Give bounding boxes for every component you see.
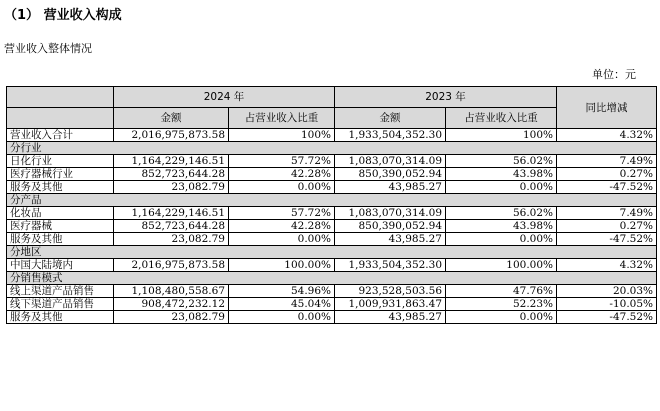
row-label: 服务及其他 — [7, 233, 114, 246]
row-label: 线上渠道产品销售 — [7, 285, 114, 298]
amount-2023: 923,528,503.56 — [335, 285, 446, 298]
table-row — [7, 311, 657, 324]
table-row — [7, 168, 657, 181]
amount-2023: 43,985.27 — [335, 311, 446, 324]
yoy-change: -10.05% — [557, 298, 657, 311]
amount-2024: 2,016,975,873.58 — [114, 129, 229, 142]
yoy-change: 7.49% — [557, 207, 657, 220]
amount-2024: 1,108,480,558.67 — [114, 285, 229, 298]
header-row-years — [7, 87, 657, 108]
table-row — [7, 181, 657, 194]
share-2023: 0.00% — [446, 181, 557, 194]
row-label: 营业收入合计 — [7, 129, 114, 142]
amount-2023: 850,390,052.94 — [335, 220, 446, 233]
row-label: 医疗器械 — [7, 220, 114, 233]
amount-2024: 852,723,644.28 — [114, 220, 229, 233]
amount-2024: 1,164,229,146.51 — [114, 155, 229, 168]
header-share-2024: 占营业收入比重 — [229, 108, 335, 129]
share-2023: 43.98% — [446, 220, 557, 233]
amount-2023: 1,933,504,352.30 — [335, 259, 446, 272]
row-label: 化妆品 — [7, 207, 114, 220]
table-row — [7, 233, 657, 246]
row-label: 中国大陆境内 — [7, 259, 114, 272]
header-share-2023: 占营业收入比重 — [446, 108, 557, 129]
yoy-change: -47.52% — [557, 181, 657, 194]
share-2024: 0.00% — [229, 233, 335, 246]
total-row — [7, 129, 657, 142]
row-label: 医疗器械行业 — [7, 168, 114, 181]
table-subtitle: 营业收入整体情况 — [4, 42, 92, 55]
amount-2024: 23,082.79 — [114, 233, 229, 246]
amount-2023: 1,083,070,314.09 — [335, 207, 446, 220]
yoy-change: 20.03% — [557, 285, 657, 298]
section-title: 分产品 — [7, 194, 657, 207]
section-title: 分地区 — [7, 246, 657, 259]
table-row — [7, 259, 657, 272]
share-2024: 42.28% — [229, 220, 335, 233]
amount-2024: 908,472,232.12 — [114, 298, 229, 311]
share-2023: 100.00% — [446, 259, 557, 272]
share-2024: 0.00% — [229, 181, 335, 194]
revenue-table — [6, 86, 657, 324]
section-header-row — [7, 142, 657, 155]
share-2024: 54.96% — [229, 285, 335, 298]
amount-2023: 43,985.27 — [335, 181, 446, 194]
header-year-2023: 2023 年 — [335, 87, 557, 108]
table-row — [7, 220, 657, 233]
share-2024: 45.04% — [229, 298, 335, 311]
share-2023: 100% — [446, 129, 557, 142]
yoy-change: -47.52% — [557, 233, 657, 246]
share-2023: 0.00% — [446, 233, 557, 246]
unit-label: 单位：元 — [592, 68, 636, 81]
share-2023: 56.02% — [446, 207, 557, 220]
header-year-2024: 2024 年 — [114, 87, 335, 108]
yoy-change: 0.27% — [557, 168, 657, 181]
header-blank-cell — [7, 108, 114, 129]
amount-2023: 1,083,070,314.09 — [335, 155, 446, 168]
share-2023: 52.23% — [446, 298, 557, 311]
row-label: 服务及其他 — [7, 181, 114, 194]
table-row — [7, 207, 657, 220]
amount-2024: 852,723,644.28 — [114, 168, 229, 181]
amount-2023: 43,985.27 — [335, 233, 446, 246]
header-amount-2024: 金额 — [114, 108, 229, 129]
amount-2023: 1,009,931,863.47 — [335, 298, 446, 311]
section-header-row — [7, 272, 657, 285]
table-row — [7, 298, 657, 311]
yoy-change: 7.49% — [557, 155, 657, 168]
share-2023: 47.76% — [446, 285, 557, 298]
share-2024: 100.00% — [229, 259, 335, 272]
header-amount-2023: 金额 — [335, 108, 446, 129]
header-blank-cell — [7, 87, 114, 108]
yoy-change: 0.27% — [557, 220, 657, 233]
section-header-row — [7, 194, 657, 207]
yoy-change: -47.52% — [557, 311, 657, 324]
share-2024: 0.00% — [229, 311, 335, 324]
table-row — [7, 285, 657, 298]
section-heading: （1） 营业收入构成 — [4, 8, 122, 23]
share-2024: 57.72% — [229, 155, 335, 168]
header-yoy: 同比增减 — [557, 87, 657, 129]
share-2024: 57.72% — [229, 207, 335, 220]
amount-2024: 2,016,975,873.58 — [114, 259, 229, 272]
yoy-change: 4.32% — [557, 259, 657, 272]
amount-2023: 1,933,504,352.30 — [335, 129, 446, 142]
row-label: 日化行业 — [7, 155, 114, 168]
section-title: 分行业 — [7, 142, 657, 155]
row-label: 服务及其他 — [7, 311, 114, 324]
row-label: 线下渠道产品销售 — [7, 298, 114, 311]
section-header-row — [7, 246, 657, 259]
amount-2024: 23,082.79 — [114, 311, 229, 324]
share-2024: 42.28% — [229, 168, 335, 181]
amount-2023: 850,390,052.94 — [335, 168, 446, 181]
amount-2024: 23,082.79 — [114, 181, 229, 194]
share-2023: 43.98% — [446, 168, 557, 181]
share-2024: 100% — [229, 129, 335, 142]
amount-2024: 1,164,229,146.51 — [114, 207, 229, 220]
table-row — [7, 155, 657, 168]
share-2023: 56.02% — [446, 155, 557, 168]
share-2023: 0.00% — [446, 311, 557, 324]
section-title: 分销售模式 — [7, 272, 657, 285]
yoy-change: 4.32% — [557, 129, 657, 142]
